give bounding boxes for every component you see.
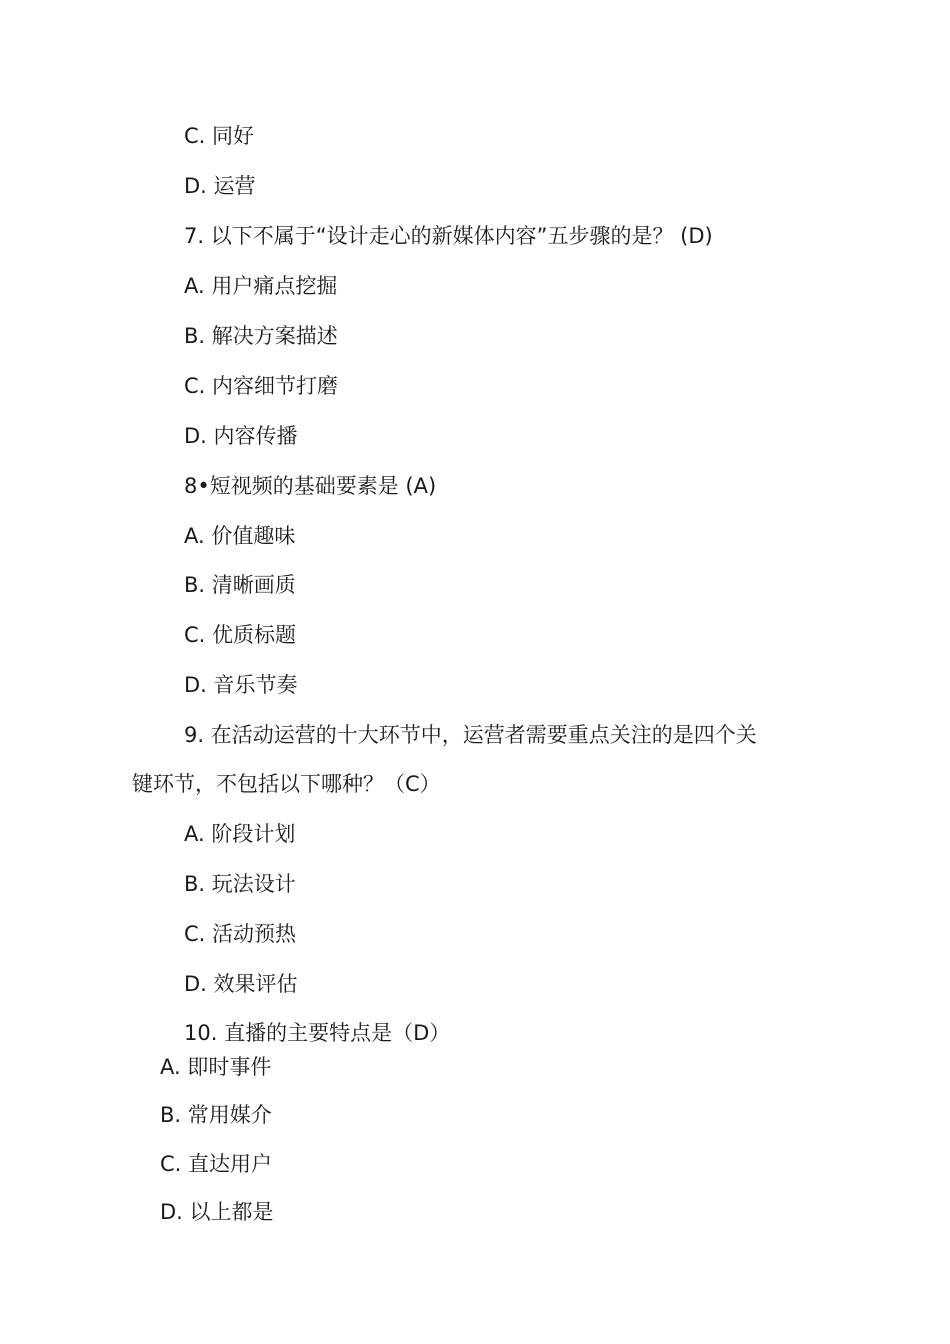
question-8: 8•短视频的基础要素是 (A) (184, 474, 437, 498)
option-c-q9: C. 活动预热 (184, 922, 297, 946)
option-a-q7: A. 用户痛点挖掘 (184, 274, 338, 298)
option-c-q8: C. 优质标题 (184, 623, 297, 647)
option-d-q9: D. 效果评估 (184, 972, 298, 996)
option-d-q8: D. 音乐节奏 (184, 673, 298, 697)
option-b-q7: B. 解决方案描述 (184, 324, 338, 348)
option-c-q7: C. 内容细节打磨 (184, 374, 339, 398)
question-10: 10. 直播的主要特点是（D） (184, 1021, 451, 1045)
question-9-line-1: 9. 在活动运营的十大环节中，运营者需要重点关注的是四个关 (184, 723, 757, 747)
option-b-q10: B. 常用媒介 (160, 1103, 272, 1127)
option-a-q10: A. 即时事件 (160, 1055, 272, 1079)
option-c-q10: C. 直达用户 (160, 1152, 273, 1176)
option-a-q9: A. 阶段计划 (184, 822, 296, 846)
question-7: 7. 以下不属于“设计走心的新媒体内容”五步骤的是？ (D) (184, 224, 713, 248)
option-a-q8: A. 价值趣味 (184, 524, 296, 548)
option-d-q10: D. 以上都是 (160, 1200, 274, 1224)
option-d-q6: D. 运营 (184, 174, 256, 198)
option-d-q7: D. 内容传播 (184, 424, 298, 448)
option-c-q6: C. 同好 (184, 124, 255, 148)
option-b-q9: B. 玩法设计 (184, 872, 296, 896)
option-b-q8: B. 清晰画质 (184, 573, 296, 597)
question-9-line-2: 键环节，不包括以下哪种？（C） (132, 772, 441, 796)
